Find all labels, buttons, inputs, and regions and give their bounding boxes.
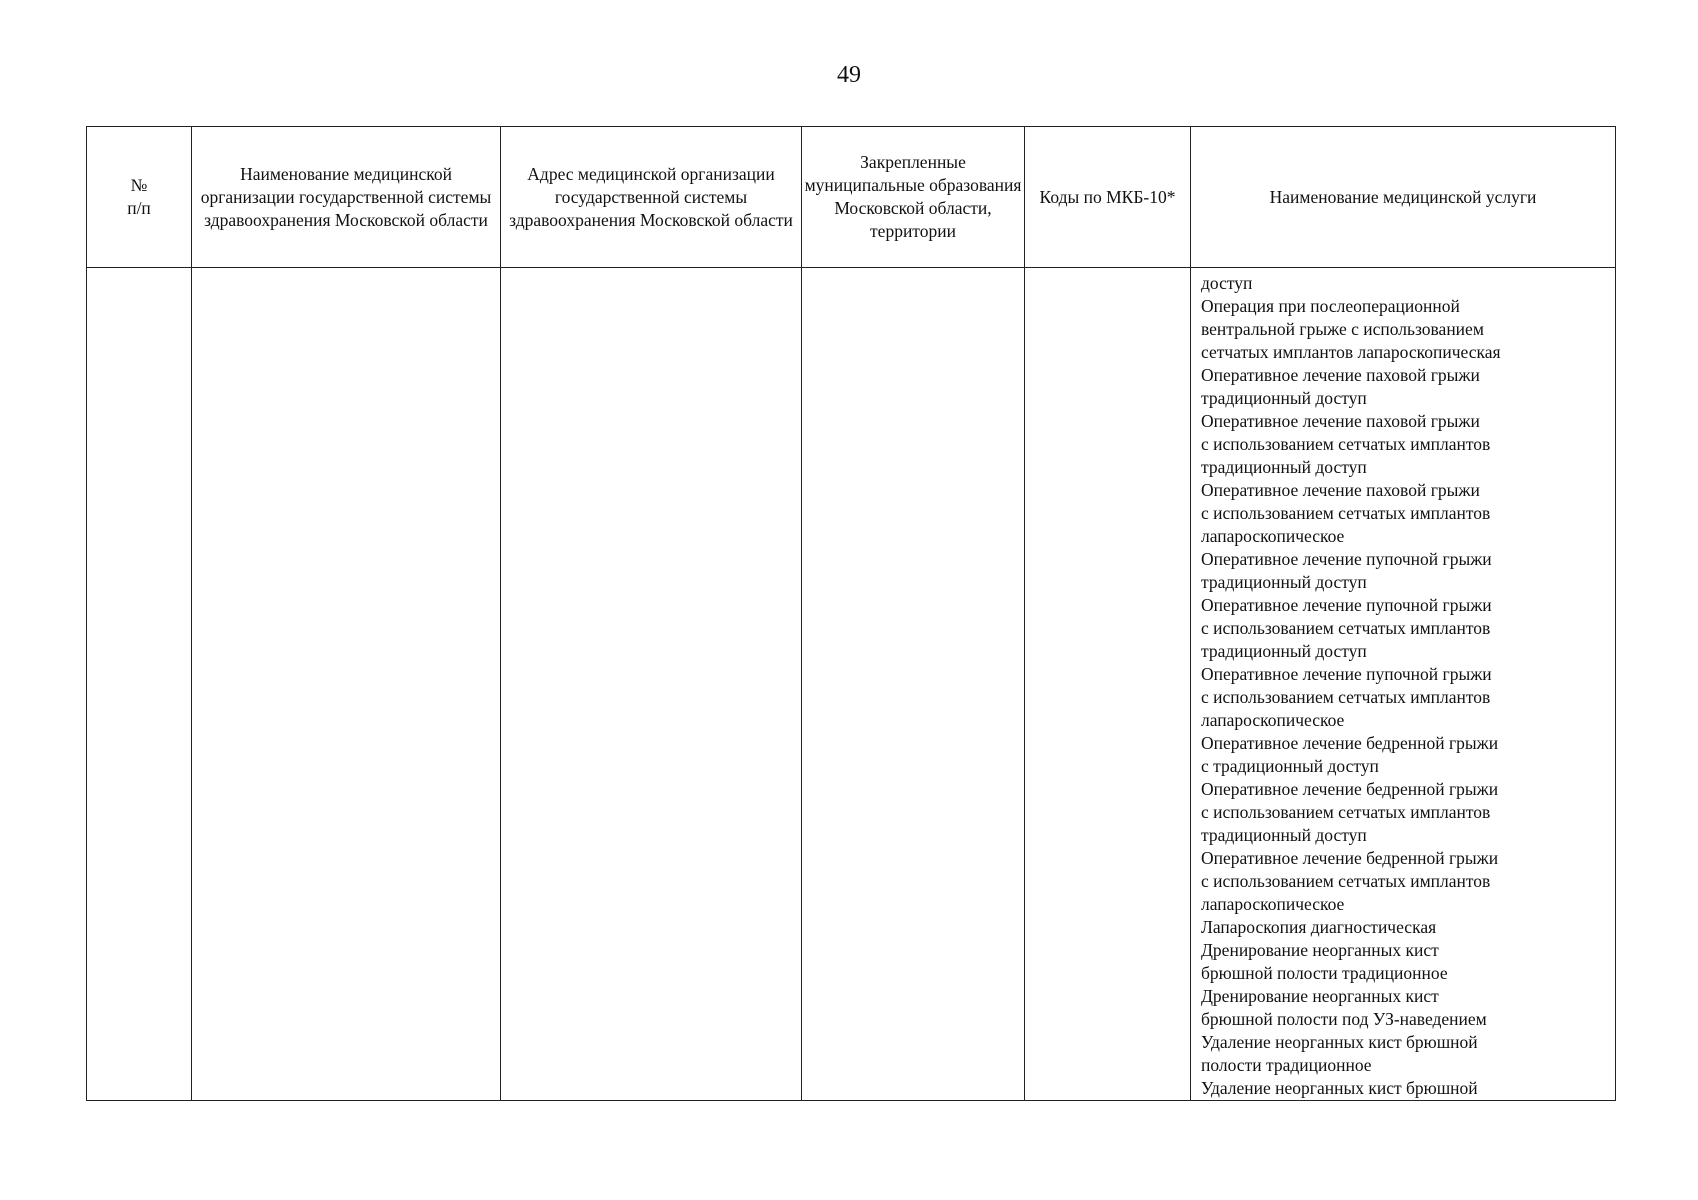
service-item: Оперативное лечение пупочной грыжи с использованием сетчатых имплантов лапароскопическое (1201, 664, 1492, 730)
header-service-name: Наименование медицинской услуги (1191, 127, 1616, 268)
service-item: Дренирование неорганных кист брюшной полости традиционное (1201, 940, 1448, 983)
header-icd-codes: Коды по МКБ-10* (1025, 127, 1191, 268)
service-item: Оперативное лечение паховой грыжи с использованием сетчатых имплантов лапароскопическое (1201, 480, 1491, 546)
cell-number (87, 268, 192, 1101)
service-item: Дренирование неорганных кист брюшной полости под УЗ-наведением (1201, 986, 1487, 1029)
header-territories: Закрепленные муниципальные образования Московской области, территории (802, 127, 1025, 268)
service-item: Оперативное лечение паховой грыжи с использованием сетчатых имплантов традиционный доступ (1201, 411, 1491, 477)
service-item: Оперативное лечение бедренной грыжи с использованием сетчатых имплантов традиционный доступ (1201, 779, 1499, 845)
service-item: Оперативное лечение пупочной грыжи с использованием сетчатых имплантов традиционный доступ (1201, 595, 1492, 661)
service-item: Лапароскопия диагностическая (1201, 917, 1437, 937)
service-item: Оперативное лечение бедренной грыжи с традиционный доступ (1201, 733, 1499, 776)
services-table (86, 126, 1616, 1101)
cell-territories (802, 268, 1025, 1101)
service-item: доступ (1201, 273, 1253, 293)
service-item: Оперативное лечение бедренной грыжи с использованием сетчатых имплантов лапароскопическое (1201, 848, 1499, 914)
table-header-row (87, 127, 1616, 268)
cell-icd-codes (1025, 268, 1191, 1101)
table-row (87, 268, 1616, 1101)
service-item: Удаление неорганных кист брюшной (1201, 1078, 1478, 1098)
page-number: 49 (837, 62, 861, 88)
header-address: Адрес медицинской организации государственной системы здравоохранения Московской области (501, 127, 802, 268)
service-item: Оперативное лечение пупочной грыжи традиционный доступ (1201, 549, 1492, 592)
services-list (1191, 268, 1615, 1100)
cell-organization (192, 268, 501, 1101)
cell-address (501, 268, 802, 1101)
header-number: № п/п (87, 127, 192, 268)
service-item: Оперативное лечение паховой грыжи традиционный доступ (1201, 365, 1480, 408)
header-organization: Наименование медицинской организации государственной системы здравоохранения Московской области (192, 127, 501, 268)
cell-services (1191, 268, 1616, 1101)
service-item: Удаление неорганных кист брюшной полости традиционное (1201, 1032, 1478, 1075)
service-item: Операция при послеоперационной вентральной грыже с использованием сетчатых имплантов лапароскопическая (1201, 296, 1501, 362)
